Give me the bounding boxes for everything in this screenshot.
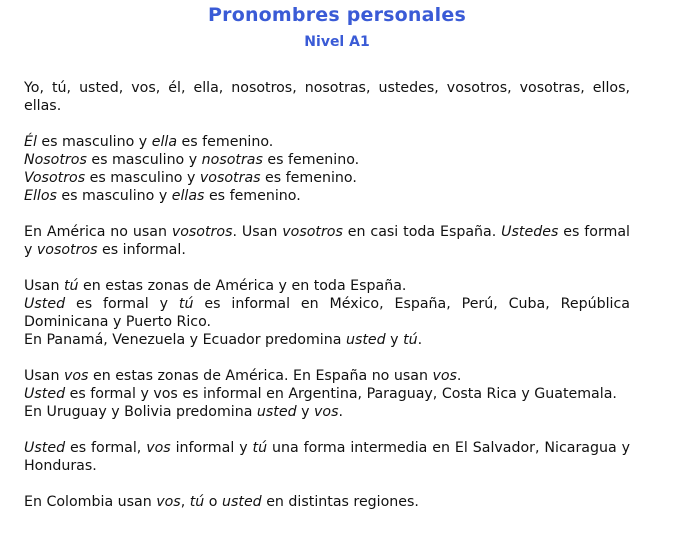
vos-line: [24, 367, 630, 385]
italic-term: nosotras: [201, 152, 263, 168]
italic-term: Ustedes: [501, 224, 559, 240]
text-segment: es formal y: [24, 224, 630, 258]
text-segment: en casi toda España.: [342, 224, 502, 240]
level-subtitle: Nivel A1: [304, 34, 370, 50]
italic-term: vosotros: [36, 242, 98, 258]
text-segment: informal y: [170, 440, 253, 456]
paragraph-colombia: [24, 493, 630, 511]
page-title: Pronombres personales: [208, 4, 466, 26]
text-segment: es femenino.: [204, 188, 301, 204]
italic-term: tú: [63, 278, 79, 294]
italic-term: tú: [403, 332, 418, 348]
text-segment: es masculino y: [86, 152, 202, 168]
text-segment: es femenino.: [262, 152, 360, 168]
text-segment: y: [385, 332, 404, 348]
italic-term: usted: [345, 332, 386, 348]
text-segment: en estas zonas de América. En España no usan: [88, 368, 433, 384]
gender-line: [24, 169, 630, 187]
tu-line: [24, 295, 630, 331]
gender-line: [24, 133, 630, 151]
paragraph-tu: [24, 277, 630, 349]
italic-term: tú: [252, 440, 268, 456]
text-segment: .: [456, 368, 462, 384]
text-segment: Usan: [24, 368, 64, 384]
text-segment: una forma intermedia en El Salvador, Nicaragua y Honduras.: [24, 440, 631, 474]
text-segment: en estas zonas de América y en toda España.: [78, 278, 407, 294]
italic-term: usted: [222, 494, 262, 510]
italic-term: Usted: [24, 296, 66, 312]
text-segment: es formal y: [65, 296, 179, 312]
paragraph-vos: [24, 367, 630, 421]
italic-term: tú: [178, 296, 194, 312]
vos-line: [24, 403, 630, 421]
text-segment: En Panamá, Venezuela y Ecuador predomina: [24, 332, 346, 348]
italic-term: vos: [432, 368, 457, 384]
vos-line: [24, 385, 630, 403]
text-segment: En América no usan: [24, 224, 172, 240]
paragraph-vosotros: [24, 223, 630, 259]
text-segment: es masculino y: [85, 170, 200, 186]
tu-line: [24, 331, 630, 349]
tu-line: [24, 277, 630, 295]
gender-line: [24, 187, 630, 205]
paragraph-pronoun-list: [24, 79, 630, 115]
text-segment: en distintas regiones.: [261, 494, 419, 510]
italic-term: Él: [24, 134, 37, 150]
text-segment: En Colombia usan: [24, 494, 157, 510]
text-segment: es formal y vos es informal en Argentina, Paraguay, Costa Rica y Guatemala.: [65, 386, 617, 402]
text-segment: es femenino.: [260, 170, 357, 186]
italic-term: Vosotros: [24, 170, 86, 186]
text-segment: es femenino.: [177, 134, 274, 150]
text-segment: o: [204, 494, 222, 510]
italic-term: vosotros: [171, 224, 233, 240]
text-segment: es masculino y: [36, 134, 152, 150]
italic-term: vos: [63, 368, 89, 384]
italic-term: usted: [256, 404, 297, 420]
text-segment: .: [417, 332, 423, 348]
text-segment: En Uruguay y Bolivia predomina: [24, 404, 257, 420]
document-body: [24, 79, 630, 529]
text-segment: es informal.: [97, 242, 186, 258]
pronoun-list-text: Yo, tú, usted, vos, él, ella, nosotros, nosotras, ustedes, vosotros, vosotras, ellos, ellas.: [24, 80, 630, 114]
gender-line: [24, 151, 630, 169]
italic-term: vos: [314, 404, 339, 420]
italic-term: vos: [156, 494, 181, 510]
italic-term: vosotros: [282, 224, 343, 240]
italic-term: tú: [189, 494, 205, 510]
text-segment: Usan: [24, 278, 64, 294]
text-segment: ,: [180, 494, 190, 510]
italic-term: Nosotros: [24, 152, 87, 168]
italic-term: Usted: [24, 440, 66, 456]
text-segment: es formal,: [65, 440, 147, 456]
paragraph-central-america: [24, 439, 630, 475]
italic-term: vos: [146, 440, 171, 456]
paragraph-gender: [24, 133, 630, 205]
italic-term: ellas: [171, 188, 205, 204]
italic-term: Ellos: [24, 188, 57, 204]
text-segment: es masculino y: [56, 188, 172, 204]
italic-term: vosotras: [199, 170, 261, 186]
text-segment: .: [338, 404, 344, 420]
italic-term: ella: [151, 134, 178, 150]
text-segment: y: [296, 404, 315, 420]
text-segment: . Usan: [232, 224, 283, 240]
text-segment: es informal en México, España, Perú, Cuba, República Dominicana y Puerto Rico.: [24, 296, 630, 330]
italic-term: Usted: [24, 386, 66, 402]
